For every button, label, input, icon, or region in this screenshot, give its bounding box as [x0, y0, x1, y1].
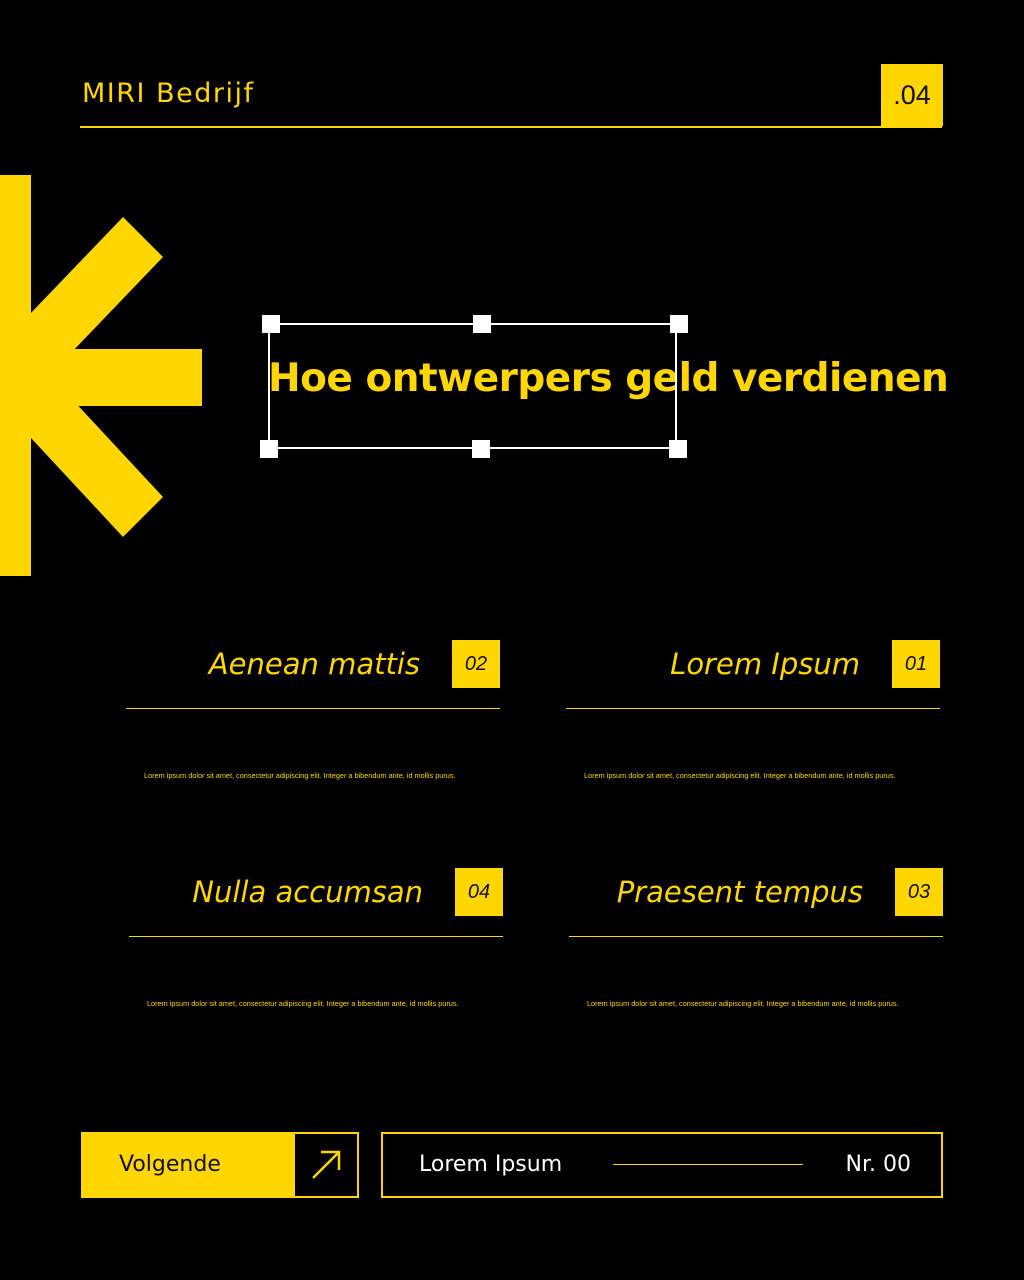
card-number-badge: 01 — [892, 640, 940, 688]
card-praesent-tempus — [569, 868, 949, 1038]
card-title: Nulla accumsan — [192, 875, 423, 909]
resize-handle-top-center[interactable] — [473, 315, 491, 333]
resize-handle-top-left[interactable] — [262, 315, 280, 333]
card-description: Lorem ipsum dolor sit amet, consectetur adipiscing elit. Integer a bibendum ante, id mollis purus. — [587, 999, 899, 1008]
headline-text[interactable]: Hoe ontwerpers geld verdienen — [268, 356, 949, 401]
card-divider — [566, 708, 940, 709]
next-button[interactable] — [81, 1132, 359, 1198]
brand-name: MIRI Bedrijf — [82, 78, 255, 109]
text-selection-box[interactable] — [268, 323, 677, 449]
card-divider — [126, 708, 500, 709]
card-title: Praesent tempus — [616, 875, 863, 909]
asterisk-logo-icon — [0, 175, 210, 575]
footer-info-box — [381, 1132, 943, 1198]
footer-divider-line — [613, 1164, 803, 1165]
header-divider — [80, 126, 942, 128]
footer-left-text: Lorem Ipsum — [419, 1152, 563, 1177]
resize-handle-bottom-center[interactable] — [472, 440, 490, 458]
card-number-badge: 04 — [455, 868, 503, 916]
card-description: Lorem ipsum dolor sit amet, consectetur adipiscing elit. Integer a bibendum ante, id mollis purus. — [144, 771, 456, 780]
card-title: Aenean mattis — [208, 647, 420, 681]
page-number-badge: .04 — [881, 64, 943, 126]
card-lorem-ipsum — [566, 640, 946, 810]
card-aenean-mattis — [126, 640, 506, 810]
card-description: Lorem ipsum dolor sit amet, consectetur adipiscing elit. Integer a bibendum ante, id mollis purus. — [584, 771, 896, 780]
card-divider — [129, 936, 503, 937]
card-description: Lorem ipsum dolor sit amet, consectetur adipiscing elit. Integer a bibendum ante, id mollis purus. — [147, 999, 459, 1008]
card-number-badge: 02 — [452, 640, 500, 688]
next-button-label: Volgende — [119, 1152, 221, 1177]
card-title: Lorem Ipsum — [670, 647, 860, 681]
resize-handle-bottom-right[interactable] — [669, 440, 687, 458]
card-nulla-accumsan — [129, 868, 509, 1038]
card-divider — [569, 936, 943, 937]
resize-handle-bottom-left[interactable] — [260, 440, 278, 458]
card-number-badge: 03 — [895, 868, 943, 916]
footer-page-number: Nr. 00 — [845, 1152, 911, 1177]
arrow-up-right-icon[interactable] — [293, 1134, 357, 1196]
resize-handle-top-right[interactable] — [670, 315, 688, 333]
